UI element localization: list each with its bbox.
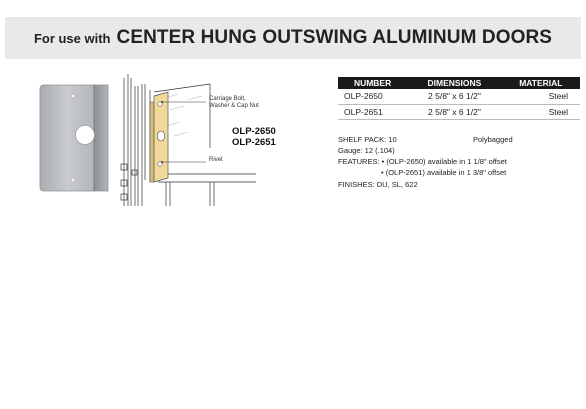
cell-dimensions: 2 5/8" x 6 1/2": [407, 89, 501, 104]
callout-carriage-bolt: [209, 96, 259, 110]
cell-dimensions: 2 5/8" x 6 1/2": [407, 104, 501, 119]
cell-material: Steel: [502, 89, 580, 104]
callout-bolt-line-1: Carriage Bolt,: [209, 96, 246, 102]
features-label: FEATURES:: [338, 157, 380, 166]
header-dimensions: DIMENSIONS: [407, 77, 501, 89]
header-material: MATERIAL: [502, 77, 580, 89]
cell-number: OLP-2650: [338, 89, 407, 104]
table-row: [338, 89, 580, 104]
header-number: NUMBER: [338, 77, 407, 89]
features-block: [338, 157, 507, 167]
model-labels: [232, 126, 276, 148]
table-row: [338, 104, 580, 119]
callout-rivet: Rivet: [209, 157, 223, 163]
cell-number: OLP-2651: [338, 104, 407, 119]
model-label-2: OLP-2651: [232, 137, 276, 148]
finishes: FINISHES: DU, SL, 622: [338, 180, 418, 189]
model-label-1: OLP-2650: [232, 126, 276, 137]
callout-bolt-line-2: Washer & Cap Nut: [209, 103, 259, 109]
banner-prefix: For use with: [33, 30, 111, 46]
feature-item: • (OLP-2651) available in 1 3/8" offset: [381, 168, 507, 177]
cell-material: Steel: [502, 104, 580, 119]
specs-table: [338, 77, 580, 120]
shelf-pack: SHELF PACK: 10: [338, 135, 397, 144]
packaging: Polybagged: [473, 135, 513, 144]
banner-title: CENTER HUNG OUTSWING ALUMINUM DOORS: [116, 27, 553, 48]
gauge: Gauge: 12 (.104): [338, 146, 395, 155]
feature-item: • (OLP-2650) available in 1 1/8" offset: [381, 157, 507, 166]
specs-table-header: [338, 77, 580, 89]
title-banner: [5, 17, 581, 59]
product-plate-image: [38, 84, 110, 197]
